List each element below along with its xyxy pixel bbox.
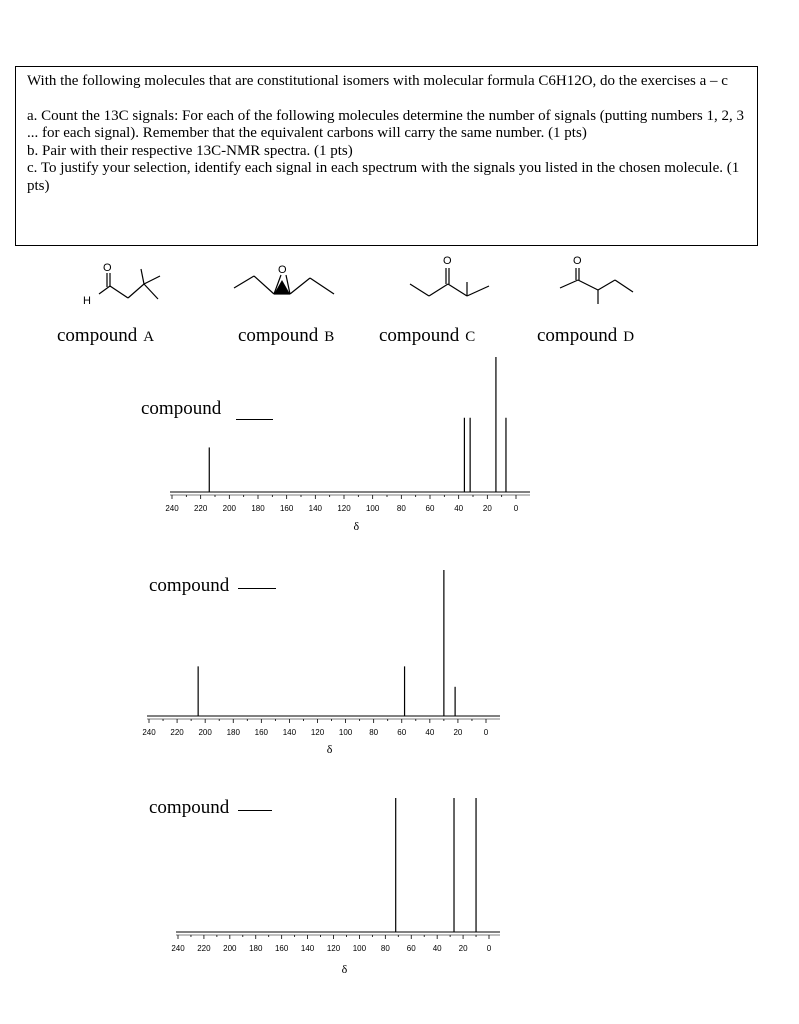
- question-item-a: a. Count the 13C signals: For each of the following molecules determine the number of signals (putting numbers 1, 2, 3 ... for each signal). Remember that the equivalent carbons will carry the same number. (1 pts): [27, 107, 744, 141]
- tick-label: 220: [197, 944, 211, 953]
- compound-c-structure: [405, 252, 505, 312]
- compound-b-oxygen: O: [278, 264, 287, 276]
- tick-label: 240: [171, 944, 185, 953]
- compound-b-label: [238, 325, 334, 347]
- spectrum-2-title: [149, 575, 229, 597]
- compound-d-letter: D: [623, 329, 635, 345]
- compound-a-letter: A: [143, 329, 155, 345]
- tick-label: 240: [142, 728, 156, 737]
- tick-label: 60: [406, 944, 416, 953]
- paragraph-gap: [27, 91, 746, 108]
- tick-label: 220: [170, 728, 184, 737]
- compound-d-oxygen: O: [573, 255, 582, 267]
- tick-label: 120: [310, 728, 325, 737]
- question-item-c: c. To justify your selection, identify each signal in each spectrum with the signals you listed in the chosen molecule. (1 pts): [27, 160, 740, 194]
- tick-label: 160: [274, 944, 289, 953]
- spectrum-3-title-text: compound: [149, 797, 230, 818]
- question-box: [15, 66, 758, 246]
- tick-label: 60: [425, 504, 435, 513]
- tick-label: 20: [482, 504, 492, 513]
- tick-label: 160: [254, 728, 269, 737]
- tick-label: 40: [432, 944, 442, 953]
- question-item-b: b. Pair with their respective 13C-NMR spectra. (1 pts): [27, 142, 353, 159]
- spectrum-3-answer-blank[interactable]: [238, 810, 272, 811]
- compound-b-letter: B: [324, 329, 335, 345]
- spectrum-1-title-text: compound: [141, 398, 222, 419]
- compound-c-label: [379, 325, 475, 347]
- compound-c-skeleton: [405, 252, 505, 312]
- compound-a-word: compound: [57, 325, 138, 346]
- compound-d-structure: [555, 252, 655, 312]
- compound-a-structure: [80, 256, 170, 316]
- compound-c-letter: C: [465, 329, 476, 345]
- tick-label: 60: [397, 728, 407, 737]
- tick-label: 0: [486, 944, 492, 953]
- tick-label: 0: [513, 504, 519, 513]
- tick-label: 100: [338, 728, 353, 737]
- tick-label: 80: [396, 504, 406, 513]
- tick-label: 180: [249, 944, 263, 953]
- spectrum-3-title: [149, 797, 229, 819]
- spectrum-2-answer-blank[interactable]: [238, 588, 276, 589]
- tick-label: 20: [453, 728, 463, 737]
- x-axis-label: δ: [341, 962, 348, 976]
- tick-label: 100: [352, 944, 367, 953]
- compound-d-word: compound: [537, 325, 618, 346]
- tick-label: 40: [425, 728, 435, 737]
- tick-label: 40: [454, 504, 464, 513]
- tick-label: 20: [458, 944, 468, 953]
- x-axis-label: δ: [353, 519, 360, 533]
- compound-a-hydrogen: H: [83, 295, 91, 307]
- tick-label: 120: [326, 944, 341, 953]
- compound-a-oxygen: O: [103, 262, 112, 274]
- tick-label: 200: [222, 504, 237, 513]
- tick-label: 180: [226, 728, 240, 737]
- spectrum-1-answer-blank[interactable]: [236, 419, 273, 420]
- compound-a-label: [57, 325, 154, 347]
- tick-label: 220: [193, 504, 208, 513]
- compound-a-skeleton: [80, 256, 170, 316]
- tick-label: 240: [165, 504, 179, 513]
- spectrum-1-title: [141, 398, 221, 420]
- tick-label: 200: [223, 944, 237, 953]
- tick-label: 140: [308, 504, 323, 513]
- tick-label: 140: [282, 728, 297, 737]
- compound-d-skeleton: [555, 252, 655, 312]
- tick-label: 80: [369, 728, 379, 737]
- question-intro: With the following molecules that are constitutional isomers with molecular formula C6H12O, do the exercises a – c: [27, 73, 728, 89]
- tick-label: 160: [279, 504, 294, 513]
- tick-label: 0: [483, 728, 489, 737]
- compound-b-skeleton: [226, 258, 342, 308]
- compound-c-oxygen: O: [443, 255, 452, 267]
- compound-b-structure: [226, 258, 342, 308]
- tick-label: 180: [251, 504, 265, 513]
- x-axis-label: δ: [326, 742, 333, 756]
- compound-d-label: [537, 325, 634, 347]
- tick-label: 120: [337, 504, 351, 513]
- tick-label: 80: [380, 944, 390, 953]
- spectrum-2-title-text: compound: [149, 575, 230, 596]
- tick-label: 100: [365, 504, 380, 513]
- tick-label: 140: [300, 944, 315, 953]
- compound-c-word: compound: [379, 325, 460, 346]
- tick-label: 200: [198, 728, 212, 737]
- compound-b-word: compound: [238, 325, 319, 346]
